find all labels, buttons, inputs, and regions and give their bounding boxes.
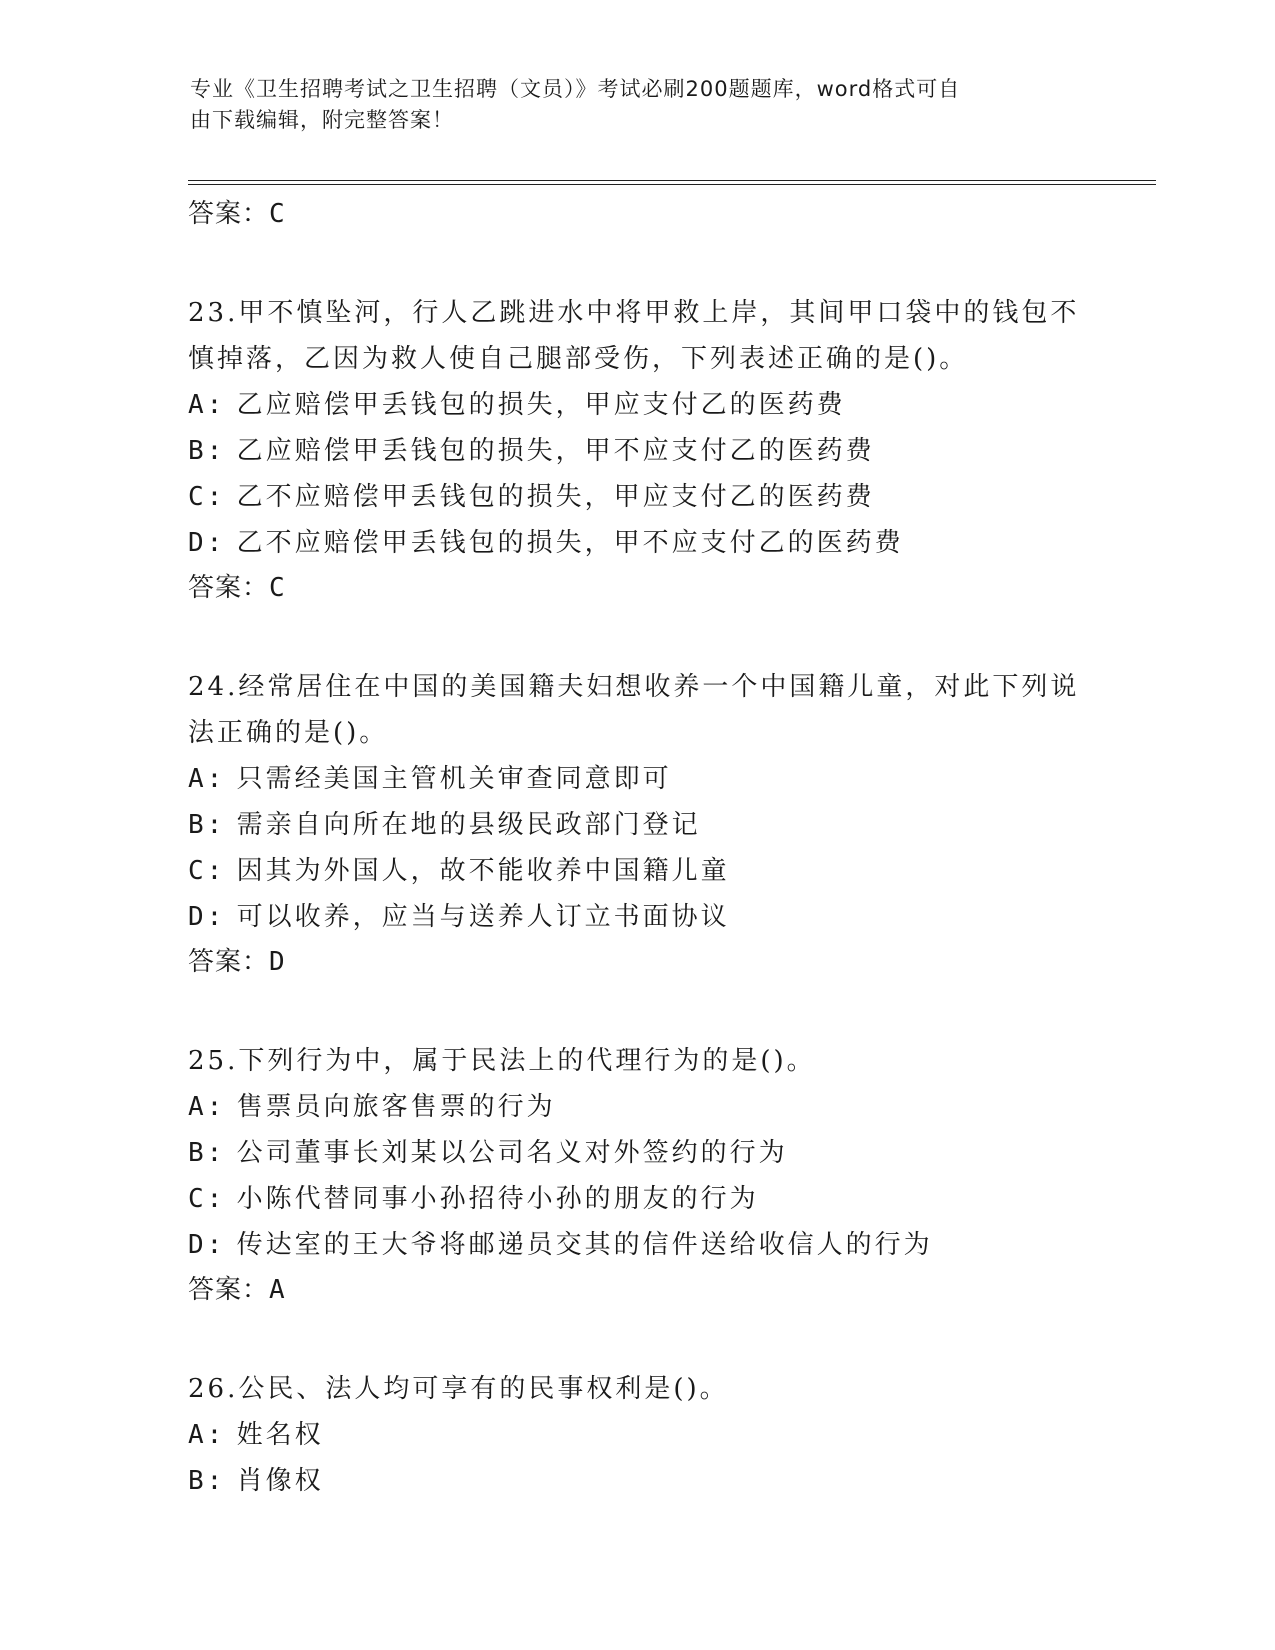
option-a bbox=[188, 382, 1088, 428]
option-d bbox=[188, 1222, 1088, 1268]
question-stem: 25.下列行为中，属于民法上的代理行为的是()。 bbox=[188, 1046, 816, 1076]
option-d bbox=[188, 894, 1088, 940]
header-divider-bottom bbox=[188, 184, 1156, 185]
answer-line bbox=[188, 192, 1088, 236]
option-text: 因其为外国人，故不能收养中国籍儿童 bbox=[236, 856, 730, 886]
question-stem: 24.经常居住在中国的美国籍夫妇想收养一个中国籍儿童，对此下列说 bbox=[188, 672, 1080, 702]
option-letter: B: bbox=[188, 810, 226, 840]
header-line-2: 由下载编辑，附完整答案！ bbox=[190, 108, 454, 132]
option-text: 可以收养，应当与送养人订立书面协议 bbox=[236, 902, 730, 932]
spacer bbox=[188, 236, 1088, 290]
option-letter: B: bbox=[188, 1466, 226, 1496]
question-stem: 法正确的是()。 bbox=[188, 718, 389, 748]
spacer bbox=[188, 984, 1088, 1038]
option-a bbox=[188, 756, 1088, 802]
option-letter: B: bbox=[188, 436, 226, 466]
answer-label: 答案： bbox=[188, 573, 270, 603]
question-list bbox=[188, 192, 1088, 1504]
option-c bbox=[188, 1176, 1088, 1222]
option-c bbox=[188, 848, 1088, 894]
question-stem: 23.甲不慎坠河，行人乙跳进水中将甲救上岸，其间甲口袋中的钱包不 bbox=[188, 298, 1080, 328]
answer-label: 答案： bbox=[188, 1275, 270, 1305]
question-block bbox=[188, 664, 1088, 984]
option-text: 传达室的王大爷将邮递员交其的信件送给收信人的行为 bbox=[236, 1230, 933, 1260]
option-letter: D: bbox=[188, 528, 226, 558]
question-block bbox=[188, 1366, 1088, 1504]
option-d bbox=[188, 520, 1088, 566]
answer-line bbox=[188, 1268, 1088, 1312]
option-text: 乙不应赔偿甲丢钱包的损失，甲不应支付乙的医药费 bbox=[236, 528, 904, 558]
option-letter: A: bbox=[188, 764, 226, 794]
option-text: 售票员向旅客售票的行为 bbox=[236, 1092, 556, 1122]
option-letter: C: bbox=[188, 482, 226, 512]
option-letter: A: bbox=[188, 1092, 226, 1122]
option-text: 乙应赔偿甲丢钱包的损失，甲不应支付乙的医药费 bbox=[236, 436, 875, 466]
option-b bbox=[188, 802, 1088, 848]
document-header bbox=[190, 74, 1090, 136]
answer-value: C bbox=[269, 573, 286, 603]
answer-value: C bbox=[269, 199, 286, 229]
option-letter: C: bbox=[188, 856, 226, 886]
option-c bbox=[188, 474, 1088, 520]
answer-line bbox=[188, 940, 1088, 984]
answer-value: D bbox=[269, 947, 286, 977]
option-a bbox=[188, 1412, 1088, 1458]
option-a bbox=[188, 1084, 1088, 1130]
answer-line bbox=[188, 566, 1088, 610]
spacer bbox=[188, 1312, 1088, 1366]
header-line-1: 专业《卫生招聘考试之卫生招聘（文员）》考试必刷200题题库，word格式可自 bbox=[190, 77, 961, 101]
option-b bbox=[188, 1458, 1088, 1504]
option-letter: A: bbox=[188, 1420, 226, 1450]
question-stem: 慎掉落，乙因为救人使自己腿部受伤，下列表述正确的是()。 bbox=[188, 344, 969, 374]
option-text: 肖像权 bbox=[236, 1466, 324, 1496]
option-text: 公司董事长刘某以公司名义对外签约的行为 bbox=[236, 1138, 788, 1168]
option-letter: D: bbox=[188, 1230, 226, 1260]
option-letter: C: bbox=[188, 1184, 226, 1214]
answer-label: 答案： bbox=[188, 199, 270, 229]
option-text: 小陈代替同事小孙招待小孙的朋友的行为 bbox=[236, 1184, 759, 1214]
spacer bbox=[188, 610, 1088, 664]
option-text: 只需经美国主管机关审查同意即可 bbox=[236, 764, 672, 794]
answer-label: 答案： bbox=[188, 947, 270, 977]
option-letter: B: bbox=[188, 1138, 226, 1168]
option-b bbox=[188, 428, 1088, 474]
answer-value: A bbox=[269, 1275, 286, 1305]
question-block bbox=[188, 290, 1088, 610]
option-letter: D: bbox=[188, 902, 226, 932]
option-text: 姓名权 bbox=[236, 1420, 324, 1450]
question-stem: 26.公民、法人均可享有的民事权利是()。 bbox=[188, 1374, 729, 1404]
option-text: 需亲自向所在地的县级民政部门登记 bbox=[236, 810, 701, 840]
header-divider-top bbox=[188, 180, 1156, 181]
option-text: 乙不应赔偿甲丢钱包的损失，甲应支付乙的医药费 bbox=[236, 482, 875, 512]
option-letter: A: bbox=[188, 390, 226, 420]
question-block bbox=[188, 1038, 1088, 1312]
option-b bbox=[188, 1130, 1088, 1176]
option-text: 乙应赔偿甲丢钱包的损失，甲应支付乙的医药费 bbox=[236, 390, 846, 420]
